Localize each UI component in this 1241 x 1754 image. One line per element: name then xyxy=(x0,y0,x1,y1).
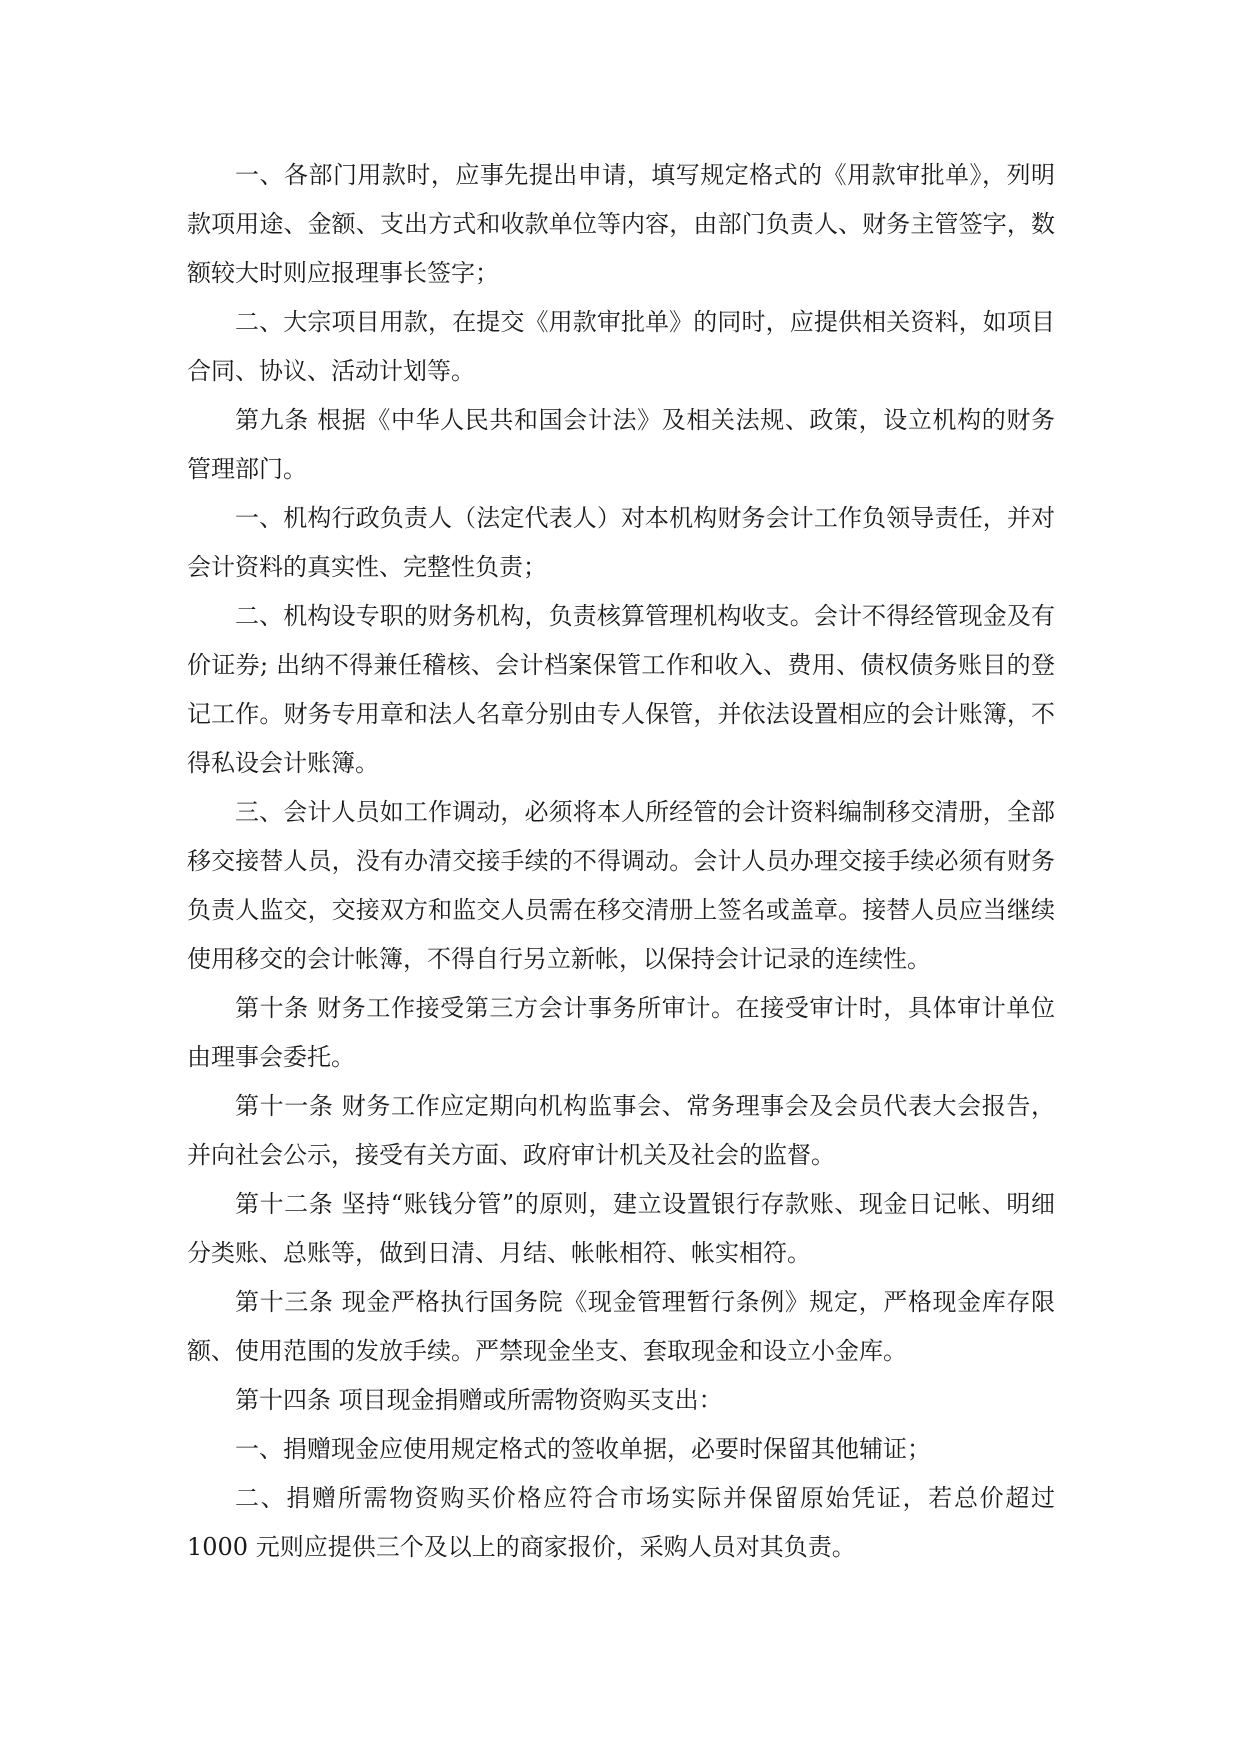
document-body xyxy=(187,151,1055,1572)
paragraph-13: 二、捐赠所需物资购买价格应符合市场实际并保留原始凭证，若总价超过1000 元则应提供三个及以上的商家报价，采购人员对其负责。 xyxy=(187,1484,1055,1561)
paragraph-1: 一、各部门用款时，应事先提出申请，填写规定格式的《用款审批单》，列明款项用途、金额、支出方式和收款单位等内容，由部门负责人、财务主管签字，数额较大时则应报理事长签字； xyxy=(187,161,1055,287)
paragraph-12: 一、捐赠现金应使用规定格式的签收单据，必要时保留其他辅证； xyxy=(235,1435,931,1463)
paragraph-article-9: 第九条 根据《中华人民共和国会计法》及相关法规、政策，设立机构的财务管理部门。 xyxy=(187,406,1055,483)
paragraph-article-10: 第十条 财务工作接受第三方会计事务所审计。在接受审计时，具体审计单位由理事会委托。 xyxy=(187,994,1055,1071)
paragraph-article-14: 第十四条 项目现金捐赠或所需物资购买支出： xyxy=(235,1386,723,1414)
paragraph-4: 一、机构行政负责人（法定代表人）对本机构财务会计工作负领导责任，并对会计资料的真实性、完整性负责； xyxy=(187,504,1055,581)
paragraph-article-12: 第十二条 坚持“账钱分管”的原则，建立设置银行存款账、现金日记帐、明细分类账、总账等，做到日清、月结、帐帐相符、帐实相符。 xyxy=(187,1190,1055,1267)
paragraph-article-13: 第十三条 现金严格执行国务院《现金管理暂行条例》规定，严格现金库存限额、使用范围的发放手续。严禁现金坐支、套取现金和设立小金库。 xyxy=(187,1288,1055,1365)
paragraph-article-11: 第十一条 财务工作应定期向机构监事会、常务理事会及会员代表大会报告，并向社会公示，接受有关方面、政府审计机关及社会的监督。 xyxy=(187,1092,1055,1169)
paragraph-5: 二、机构设专职的财务机构，负责核算管理机构收支。会计不得经管现金及有价证券; 出纳不得兼任稽核、会计档案保管工作和收入、费用、债权债务账目的登记工作。财务专用章和法人名章分别由专人保管，并依法设置相应的会计账簿，不得私设会计账簿。 xyxy=(187,602,1055,777)
paragraph-6: 三、会计人员如工作调动，必须将本人所经管的会计资料编制移交清册，全部移交接替人员，没有办清交接手续的不得调动。会计人员办理交接手续必须有财务负责人监交，交接双方和监交人员需在移交清册上签名或盖章。接替人员应当继续使用移交的会计帐簿，不得自行另立新帐，以保持会计记录的连续性。 xyxy=(187,798,1055,973)
paragraph-2: 二、大宗项目用款，在提交《用款审批单》的同时，应提供相关资料，如项目合同、协议、活动计划等。 xyxy=(187,308,1055,385)
